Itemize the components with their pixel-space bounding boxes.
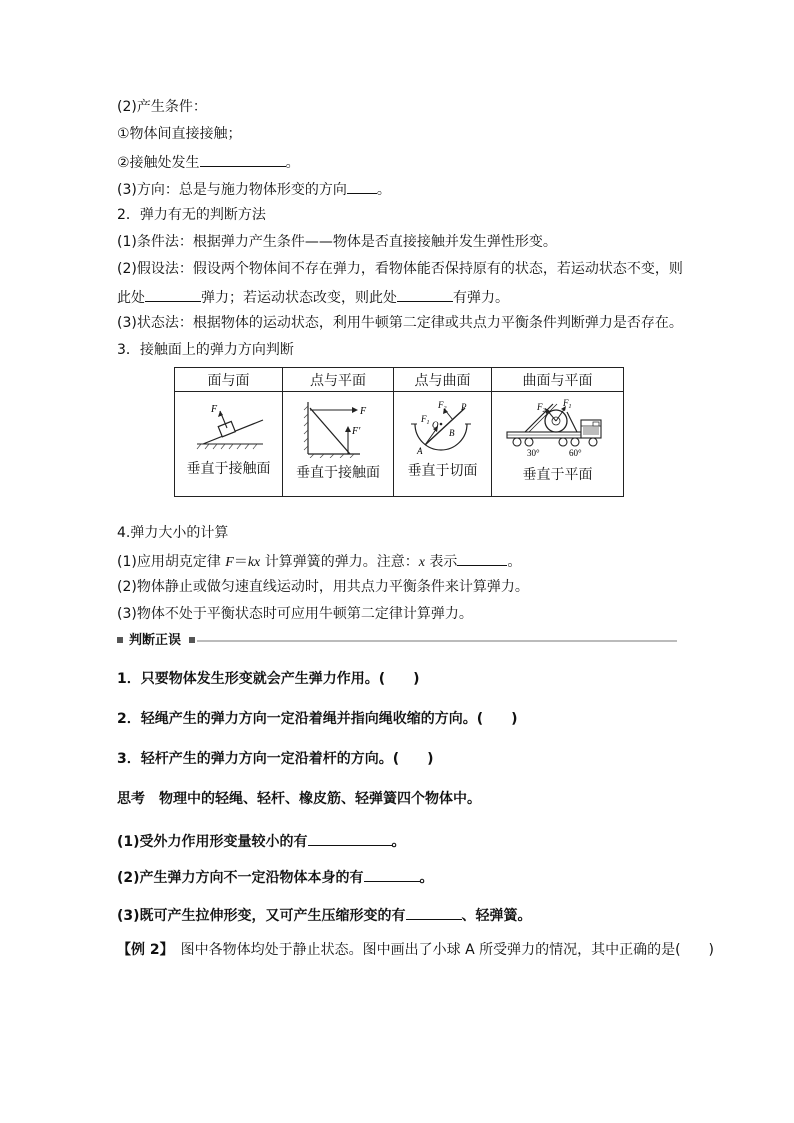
- text-line: (2)物体静止或做匀速直线运动时，用共点力平衡条件来计算弹力。: [117, 579, 529, 595]
- text-line: (3)物体不处于平衡状态时可应用牛顿第二定律计算弹力。: [117, 606, 473, 622]
- table-cell: [492, 392, 624, 497]
- pipe-on-truck-figure: [503, 398, 613, 460]
- force-label-subscript: 2: [542, 408, 545, 414]
- judge-item: 1．只要物体发生形变就会产生弹力作用。( ): [117, 671, 420, 687]
- force-label: [420, 414, 430, 426]
- text-line: [117, 152, 300, 172]
- table-cell: [394, 392, 492, 497]
- force-label: F: [210, 404, 217, 415]
- text-line: [117, 287, 509, 307]
- think-question: [117, 867, 434, 887]
- table-header: 点与曲面: [394, 368, 492, 392]
- text-span: 。: [376, 182, 391, 198]
- text-span: 有弹力。: [453, 290, 509, 306]
- text-span: 。: [285, 155, 300, 171]
- text-line: ①物体间直接接触；: [117, 126, 242, 142]
- fill-blank[interactable]: [364, 867, 420, 882]
- force-label: [437, 400, 447, 412]
- text-span: (2)产生弹力方向不一定沿物体本身的有: [117, 870, 364, 886]
- example-text: 图中各物体均处于静止状态。图中画出了小球 A 所受弹力的情况，其中正确的是( ): [166, 942, 715, 958]
- rod-against-wall-figure: [298, 398, 378, 458]
- table-header: 曲面与平面: [492, 368, 624, 392]
- force-label-letter: F: [562, 398, 568, 408]
- heading-line: 3．接触面上的弹力方向判断: [117, 342, 294, 358]
- section-rule: [197, 640, 677, 642]
- section-marker: [189, 637, 195, 643]
- math-symbol: kx: [247, 555, 261, 570]
- text-span: 。: [391, 834, 406, 850]
- fill-blank[interactable]: [308, 831, 392, 846]
- table-header: 面与面: [175, 368, 283, 392]
- section-title: 判断正误: [129, 633, 182, 648]
- fill-blank[interactable]: [397, 287, 453, 302]
- point-label: A: [416, 446, 422, 456]
- fill-blank[interactable]: [347, 179, 377, 194]
- judge-item: 2．轻绳产生的弹力方向一定沿着绳并指向绳收缩的方向。( ): [117, 711, 518, 727]
- fill-blank[interactable]: [200, 152, 286, 167]
- angle-label: 60°: [568, 448, 582, 458]
- force-label: F: [360, 406, 367, 417]
- fill-blank[interactable]: [406, 905, 462, 920]
- table-cell: [283, 392, 394, 497]
- text-line: (2)假设法：假设两个物体间不存在弹力，看物体能否保持原有的状态，若运动状态不变，则: [117, 261, 683, 277]
- text-line: [117, 551, 521, 572]
- fill-blank[interactable]: [457, 551, 507, 566]
- text-span: 此处: [117, 290, 145, 306]
- section-marker: [117, 637, 123, 643]
- text-span: (1)应用胡克定律: [117, 554, 226, 570]
- force-label-subscript: 1: [426, 420, 429, 426]
- force-label-subscript: 1: [568, 404, 571, 410]
- force-label: [536, 402, 546, 414]
- text-span: (3)既可产生拉伸形变，又可产生压缩形变的有: [117, 908, 406, 924]
- force-label: F′: [352, 426, 361, 437]
- text-span: 。: [507, 554, 522, 570]
- judge-item: 3．轻杆产生的弹力方向一定沿着杆的方向。( ): [117, 751, 434, 767]
- text-line: (3)状态法：根据物体的运动状态，利用牛顿第二定律或共点力平衡条件判断弹力是否存在。: [117, 315, 683, 331]
- rod-in-bowl-figure: [405, 398, 481, 456]
- text-line: (1)条件法：根据弹力产生条件——物体是否直接接触并发生弹性形变。: [117, 234, 557, 250]
- text-span: 表示: [424, 554, 458, 570]
- heading-line: 2．弹力有无的判断方法: [117, 207, 266, 223]
- math-symbol: x: [418, 555, 425, 570]
- force-label-letter: F: [420, 414, 426, 424]
- fill-blank[interactable]: [145, 287, 201, 302]
- text-span: 、轻弹簧。: [461, 908, 532, 924]
- force-label-letter: F: [536, 402, 542, 412]
- text-span: ＝: [233, 554, 248, 570]
- force-label-letter: F: [437, 400, 443, 410]
- block-on-incline-figure: [189, 398, 269, 454]
- text-span: (1)受外力作用形变量较小的有: [117, 834, 308, 850]
- point-label: P: [460, 402, 466, 412]
- angle-label: 30°: [526, 448, 540, 458]
- example-tag: 【例 2】: [117, 942, 167, 958]
- table-caption: 垂直于切面: [407, 463, 478, 479]
- table-header: 点与平面: [283, 368, 394, 392]
- text-span: ②接触处发生: [117, 155, 200, 171]
- think-question: [117, 831, 406, 851]
- text-span: (3)方向：总是与施力物体形变的方向: [117, 182, 347, 198]
- force-label-subscript: 2: [443, 406, 446, 412]
- think-intro: 思考 物理中的轻绳、轻杆、橡皮筋、轻弹簧四个物体中。: [117, 791, 481, 807]
- math-symbol: F: [225, 555, 234, 570]
- text-span: 弹力；若运动状态改变，则此处: [201, 290, 397, 306]
- table-cell: [175, 392, 283, 497]
- point-label: B: [448, 428, 454, 438]
- table-caption: 垂直于接触面: [186, 461, 271, 477]
- text-span: 计算弹簧的弹力。注意：: [260, 554, 419, 570]
- think-question: [117, 905, 532, 925]
- heading-line: 4.弹力大小的计算: [117, 525, 229, 541]
- contact-direction-table: [174, 367, 624, 497]
- example-line: [117, 941, 714, 959]
- table-header-row: [175, 368, 624, 392]
- table-caption: 垂直于接触面: [296, 465, 380, 481]
- point-label: O: [431, 420, 438, 430]
- table-caption: 垂直于平面: [522, 467, 593, 483]
- text-line: [117, 179, 391, 199]
- text-span: 。: [419, 870, 434, 886]
- section-header: [117, 633, 677, 649]
- table-row: [175, 392, 624, 497]
- text-line: (2)产生条件：: [117, 99, 207, 115]
